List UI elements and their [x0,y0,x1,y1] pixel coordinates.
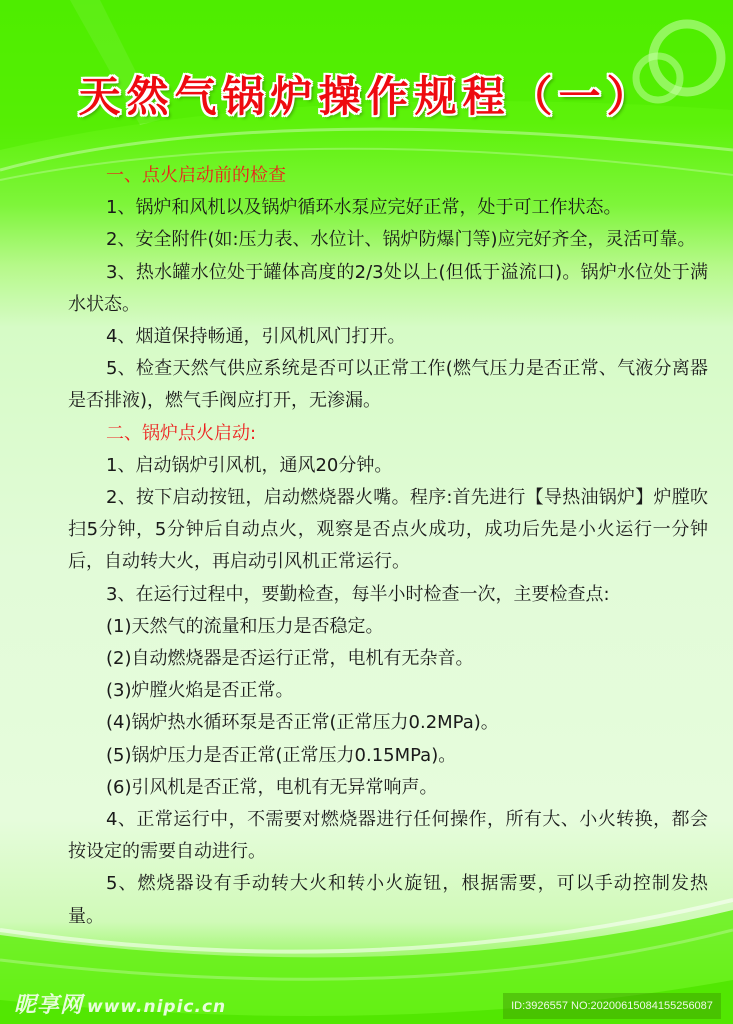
checkpoint-1: (1)天然气的流量和压力是否稳定。 [106,615,384,637]
watermark-url: www.nipic.cn [87,997,227,1017]
checkpoint-3: (3)炉膛火焰是否正常。 [106,680,294,702]
check-item-5: 5、检查天然气供应系统是否可以正常工作(燃气压力是否正常、气液分离器是否排液)，燃气手阀应打开，无渗漏。 [68,358,708,412]
watermark-logo-text: 昵享网 [14,993,84,1018]
checkpoint-4: (4)锅炉热水循环泵是否正常(正常压力0.2MPa)。 [106,712,499,734]
image-id-label: ID:3926557 NO:20200615084155256087 [503,993,721,1019]
section-heading-ignition-start: 二、锅炉点火启动: [106,422,257,444]
poster-title: 天然气锅炉操作规程（一） [78,72,655,121]
check-item-1: 1、锅炉和风机以及锅炉循环水泵应完好正常，处于可工作状态。 [106,197,622,219]
start-step-2: 2、按下启动按钮，启动燃烧器火嘴。程序:首先进行【导热油锅炉】炉膛吹扫5分钟，5分钟后自动点火，观察是否点火成功，成功后先是小火运行一分钟后，自动转大火，再启动引风机正常运行。 [68,487,708,573]
start-step-3: 3、在运行过程中，要勤检查，每半小时检查一次，主要检查点: [106,583,610,605]
watermark-logo [14,988,226,1019]
checkpoint-6: (6)引风机是否正常，电机有无异常响声。 [106,776,438,798]
start-step-1: 1、启动锅炉引风机，通风20分钟。 [106,454,393,476]
checkpoint-5: (5)锅炉压力是否正常(正常压力0.15MPa)。 [106,744,457,766]
check-item-4: 4、烟道保持畅通，引风机风门打开。 [106,326,406,348]
section-heading-pre-ignition-check: 一、点火启动前的检查 [106,165,286,186]
check-item-3: 3、热水罐水位处于罐体高度的2/3处以上(但低于溢流口)。锅炉水位处于满水状态。 [68,261,708,315]
start-step-5: 5、燃烧器设有手动转大火和转小火旋钮，根据需要，可以手动控制发热量。 [68,873,708,927]
checkpoint-2: (2)自动燃烧器是否运行正常，电机有无杂音。 [106,648,474,670]
check-item-2: 2、安全附件(如:压力表、水位计、锅炉防爆门等)应完好齐全，灵活可靠。 [106,229,696,251]
start-step-4: 4、正常运行中，不需要对燃烧器进行任何操作，所有大、小火转换，都会按设定的需要自动进行。 [68,809,708,863]
procedure-content [68,160,708,933]
